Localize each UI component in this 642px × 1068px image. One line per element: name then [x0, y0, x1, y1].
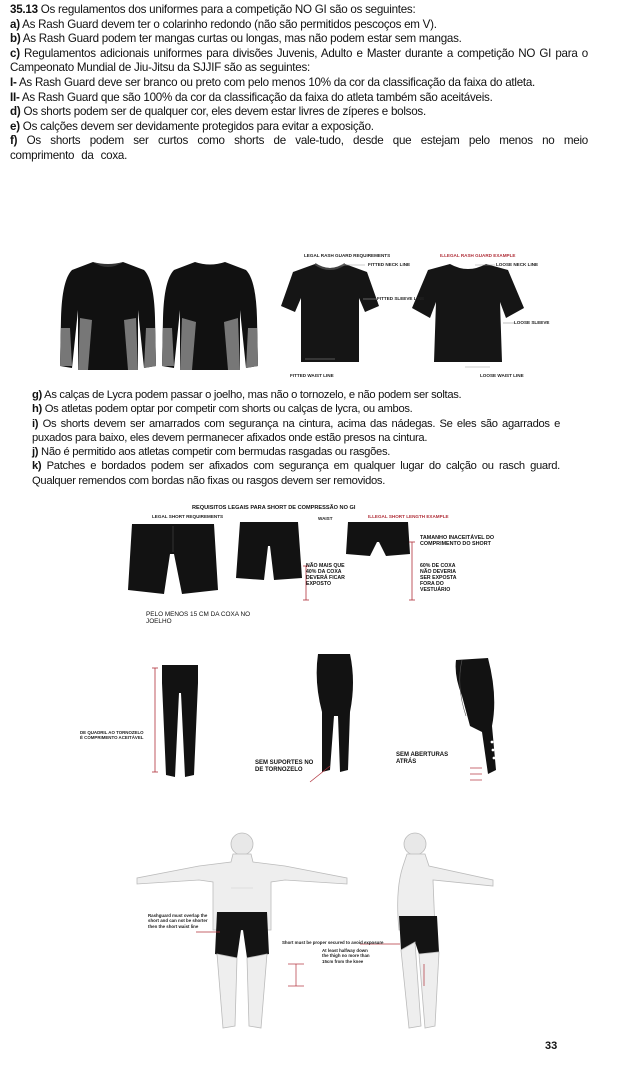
rule-i-lower: i) Os shorts devem ser amarrados com segurança na cintura, acima das nádegas. Se eles são agarrados e puxados para baixo, eles devem permanecer afixados onde estão presos na cintura. [32, 417, 560, 444]
page-number: 33 [545, 1040, 558, 1052]
rule-b: b) As Rash Guard podem ter mangas curtas ou longas, mas não podem estar sem mangas. [10, 32, 462, 46]
pants-legal-tights [160, 663, 200, 779]
rule-h: h) Os atletas podem optar por competir com shorts ou calças de lycra, ou ambos. [32, 403, 413, 416]
body-label-length: At least halfway down the thigh no more than 15cm from the knee [322, 948, 370, 964]
rashguard-illegal-title: ILLEGAL RASH GUARD EXAMPLE [440, 253, 516, 258]
rules-bottom [32, 388, 560, 488]
label-loose-waist: LOOSE WAIST LINE [480, 373, 524, 378]
label-fitted-waist: FITTED WAIST LINE [290, 373, 334, 378]
rashguard-legal-title: LEGAL RASH GUARD REQUIREMENTS [304, 253, 391, 258]
label-loose-neck: LOOSE NECK LINE [496, 262, 539, 267]
shorts-waist-mark: WAIST [318, 516, 333, 521]
shorts-bottom-label: PELO MENOS 15 CM DA COXA NO JOELHO [146, 611, 251, 625]
shorts-legal-compression [236, 520, 302, 582]
label-fitted-sleeve: FITTED SLEEVE LINE [377, 296, 425, 301]
shorts-legal-loose [128, 520, 218, 600]
rule-c: c) Regulamentos adicionais uniformes para divisões Juvenis, Adulto e Master durante a competição NO GI para o Campeonato Mundial de Jiu-Jitsu da SJJIF são as seguintes: [10, 46, 588, 75]
rule-k: k) Patches e bordados podem ser afixados com segurança em qualquer lugar do calção ou rasch guard. Qualquer remendos com bordas não fixas ou rasgos devem ser removidos. [32, 460, 560, 487]
intro-line: 35.13 Os regulamentos dos uniformes para a competição NO GI são os seguintes: [10, 3, 416, 16]
rashguard-long-sleeve-back [160, 258, 260, 373]
rules-top [10, 3, 588, 164]
rule-f: f) Os shorts podem ser curtos como shorts de vale-tudo, desde que estejam pelo menos no meio comprimento da coxa. [10, 134, 588, 162]
shorts-right-label-2: 60% DE COXA NÃO DEVERIA SER EXPOSTA FORA DO VESTUÁRIO [420, 563, 457, 593]
rashguard-long-sleeve-front [58, 258, 158, 373]
rule-a: a) As Rash Guard devem ter o colarinho redondo (não são permitidos pescoços em V). [10, 17, 437, 31]
rule-ii: II- As Rash Guard que são 100% da cor da classificação da faixa do atleta também são aceitáveis. [10, 90, 493, 104]
shorts-title: REQUISITOS LEGAIS PARA SHORT DE COMPRESSÃO NO GI [192, 505, 356, 511]
shorts-legal-subtitle: LEGAL SHORT REQUIREMENTS [152, 514, 224, 519]
body-label-secured: Short must be proper secured to avoid exposure [282, 940, 384, 945]
rule-i: I- As Rash Guard deve ser branco ou preto com pelo menos 10% da cor da classificação da faixa do atleta. [10, 75, 536, 89]
pants-right-label: SEM ABERTURAS ATRÁS [396, 752, 449, 765]
rule-d: d) Os shorts podem ser de qualquer cor, eles devem estar livres de zíperes e bolsos. [10, 105, 426, 119]
pants-mid-label: SEM SUPORTES NO DE TORNOZELO [255, 760, 314, 773]
rule-j: j) Não é permitido aos atletas competir com bermudas rasgadas ou rasgões. [32, 446, 391, 459]
pants-left-label: DE QUADRIL AO TORNOZELO É COMPRIMENTO ACEITÁVEL [80, 730, 144, 741]
label-loose-sleeve: LOOSE SLEEVE [514, 320, 550, 325]
pants-left-bracket [150, 666, 160, 776]
rule-e: e) Os calções devem ser devidamente protegidos para evitar a exposição. [10, 119, 374, 133]
shorts-mid-label: NÃO MAIS QUE 40% DA COXA DEVERÁ FICAR EXPOSTO [306, 563, 345, 587]
shorts-illegal-subtitle: ILLEGAL SHORT LENGTH EXAMPLE [368, 514, 449, 519]
shorts-right-label-1: TAMANHO INACEITÁVEL DO COMPRIMENTO DO SHORT [420, 535, 495, 548]
label-fitted-neck: FITTED NECK LINE [368, 262, 411, 267]
rule-g: g) As calças de Lycra podem passar o joelho, mas não o tornozelo, e não podem ser soltas. [32, 389, 462, 401]
body-label-rashguard: Rashguard must overlap the short and can not be shorter then the short waist line [148, 913, 208, 929]
rashguard-annotation-lines [265, 255, 555, 380]
